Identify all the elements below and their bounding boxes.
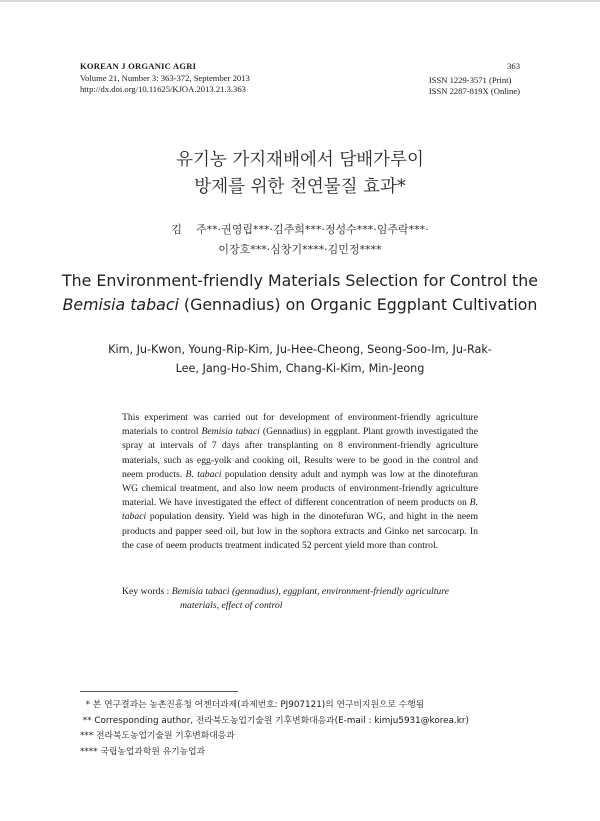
korean-authors-line-2: 이장호***·심창기****·김민정**** [218,243,382,256]
abstract-text-2: (Gennadius) in eggplant. Plant growth investigated the spray at intervals of 7 days after transplanting on 8 environment-friendly agriculture materials, such as egg-yolk and cooking oil, Results were to be good in the control and neem products. [122,426,478,480]
volume-info: Volume 21, Number 3: 363-372, September 2013 [80,72,250,83]
keywords-line-2: materials, effect of control [180,600,283,612]
abstract-species-2: B. tabaci [185,468,222,480]
korean-authors [0,220,600,260]
korean-title-line-2: 방제를 위한 천연물질 효과* [194,177,406,197]
keywords-line-1: Bemisia tabaci (gennadius), eggplant, environment-friendly agriculture [171,586,449,597]
footnote-corresponding: ** Corresponding author, 전라북도농업기술원 기후변화대응과(E-mail : kimju5931@korea.kr) [80,715,469,726]
abstract [122,411,478,553]
korean-title-line-1: 유기농 가지재배에서 담배가루이 [176,150,424,170]
english-title [0,269,600,317]
english-authors [0,340,600,378]
korean-authors-line-1: 김 주**·권영립***·김주희***·정성수***·임주락***· [171,223,429,236]
abstract-text-3: population density adult and nymph was low at the dinotefuran WG chemical treatment, and also low neem products of environment-friendly agriculture material. We have investigated the effect of different concentration of neem products on [122,468,479,509]
issn-block [429,61,520,98]
journal-header [80,61,250,96]
abstract-text-1: This experiment was carried out for development of environment-friendly agriculture materials to control [122,412,478,438]
korean-title [0,147,600,201]
footnote-affiliation-1: *** 전라북도농업기술원 기후변화대응과 [80,731,235,742]
issn-online: ISSN 2287-819X (Online) [428,86,520,96]
footnote-divider [80,691,238,692]
footnote-funding: * 본 연구결과는 농촌진흥청 어젠더과제(과제번호: PJ907121)의 연구비지원으로 수행됨 [80,700,425,710]
species-name: Bemisia tabaci [62,295,179,314]
english-title-line-1: The Environment-friendly Materials Selection for Control the [62,271,538,290]
issn-print: ISSN 1229-3571 (Print) [428,74,512,85]
page-number: 363 [507,61,520,71]
doi-link: http://dx.doi.org/10.11625/KJOA.2013.21.3.363 [80,84,246,94]
english-title-line-2-rest: (Gennadius) on Organic Eggplant Cultivation [178,295,538,314]
english-title-line-2 [0,293,600,317]
keywords-label: Key words : [122,586,172,597]
abstract-species-1: Bemisia tabaci [201,426,260,438]
abstract-text-4: population density. Yield was high in the dinotefuran WG, and hight in the neem products and papper seed oil, but low in the sophora extracts and Ginko net sarcocarp. In the case of neem products treatment indicated 52 percent yield more than control. [122,511,478,551]
english-authors-line-2: Lee, Jang-Ho-Shim, Chang-Ki-Kim, Min-Jeong [175,362,425,375]
english-authors-line-1: Kim, Ju-Kwon, Young-Rip-Kim, Ju-Hee-Cheong, Seong-Soo-Im, Ju-Rak- [108,343,492,356]
top-border [0,0,600,2]
keywords [122,585,492,613]
abstract-species-3: B. tabaci [122,497,478,523]
footnote-affiliation-2: **** 국립농업과학원 유기농업과 [80,746,206,757]
journal-name: KOREAN J ORGANIC AGRI [80,61,197,71]
footnotes [80,698,520,760]
